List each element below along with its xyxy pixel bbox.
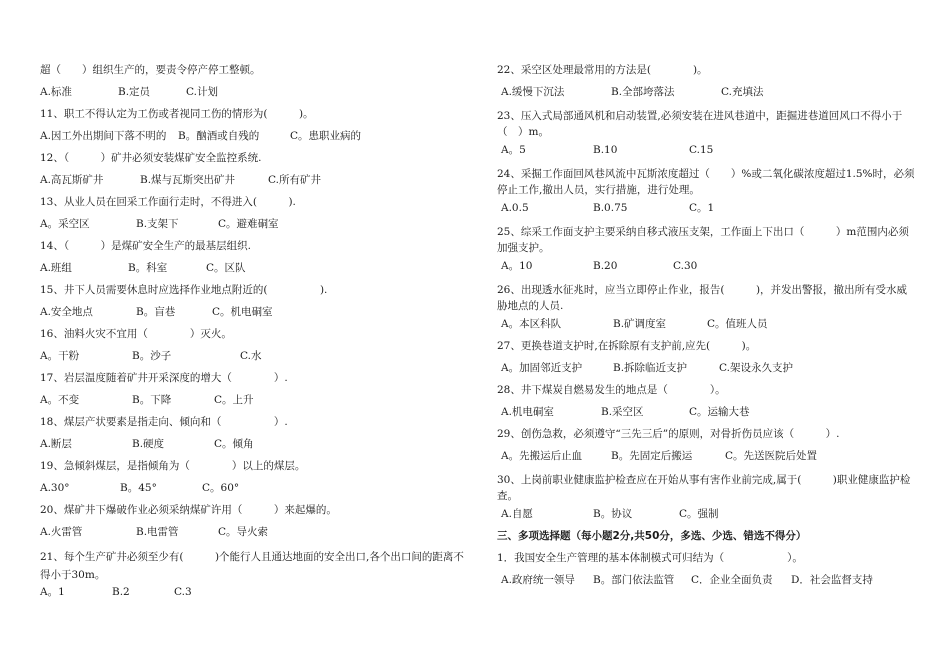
question-25-text: 25、综采工作面支护主要采纳自移式液压支架，工作面上下出口（ ）m范围内必须加强支护。 bbox=[497, 226, 909, 254]
q26-option-a: A。本区科队 bbox=[501, 318, 562, 330]
q20-option-b: B.电雷管 bbox=[136, 526, 179, 538]
q14-option-a: A.班组 bbox=[40, 262, 72, 274]
q23-option-a: A。5 bbox=[501, 144, 526, 156]
question-16-text: 16、油料火灾不宜用（ ）灭火。 bbox=[40, 328, 232, 340]
q15-option-c: C。机电硐室 bbox=[212, 306, 273, 318]
q30-option-a: A.自愿 bbox=[501, 508, 533, 520]
question-11-text: 11、职工不得认定为工伤或者视同工伤的情形为( )。 bbox=[40, 108, 314, 120]
section-3-heading: 三、多项选择题（每小题2分,共50分，多选、少选、错选不得分） bbox=[497, 530, 807, 542]
question-10-continued-text: 超（ ）组织生产的，要责令停产停工整顿。 bbox=[40, 64, 261, 76]
q14-option-b: B。科室 bbox=[128, 262, 168, 274]
q17-option-b: B。下降 bbox=[132, 394, 172, 406]
q19-option-c: C。60° bbox=[202, 482, 240, 494]
q21-option-a: A。1 bbox=[40, 586, 65, 598]
q29-option-b: B。先固定后搬运 bbox=[611, 450, 693, 462]
question-21-text: 21、每个生产矿井必须至少有( )个能行人且通达地面的安全出口,各个出口间的距离不得小于30m。 bbox=[40, 551, 464, 581]
q11-option-a: A.因工外出期间下落不明的 bbox=[40, 130, 167, 142]
q27-option-c: C.架设永久支护 bbox=[719, 362, 793, 374]
q10-option-b: B.定员 bbox=[118, 86, 151, 98]
q26-option-c: C。值班人员 bbox=[707, 318, 768, 330]
q15-option-b: B。盲巷 bbox=[136, 306, 176, 318]
q23-option-c: C.15 bbox=[689, 144, 714, 156]
q28-option-a: A.机电硐室 bbox=[501, 406, 554, 418]
q21-option-b: B.2 bbox=[112, 586, 130, 598]
question-30-text: 30、上岗前职业健康监护检查应在开始从事有害作业前完成,属于( )职业健康监护检查。 bbox=[497, 474, 911, 502]
q27-option-b: B.拆除临近支护 bbox=[613, 362, 688, 374]
q10-option-c: C.计划 bbox=[186, 86, 218, 98]
mq1-option-d: D．社会监督支持 bbox=[791, 574, 873, 586]
q29-option-c: C。先送医院后处置 bbox=[725, 450, 818, 462]
q13-option-c: C。避难硐室 bbox=[218, 218, 279, 230]
question-18-text: 18、煤层产状要素是指走向、倾向和（ ）. bbox=[40, 416, 288, 428]
multi-question-1-text: 1．我国安全生产管理的基本体制模式可归结为（ ）。 bbox=[497, 552, 803, 564]
q16-option-b: B。沙子 bbox=[132, 350, 172, 362]
q13-option-b: B.支架下 bbox=[136, 218, 179, 230]
q10-option-a: A.标准 bbox=[40, 86, 72, 98]
q17-option-c: C。上升 bbox=[214, 394, 254, 406]
q18-option-c: C。倾角 bbox=[214, 438, 254, 450]
question-23-text: 23、压入式局部通风机和启动装置,必须安装在进风巷道中，距掘进巷道回风口不得小于（ ）m。 bbox=[497, 110, 903, 138]
question-24-text: 24、采掘工作面回风巷风流中瓦斯浓度超过（ ）%或二氧化碳浓度超过1.5%时，必须停止工作,撤出人员，实行措施，进行处理。 bbox=[497, 168, 915, 196]
q28-option-b: B.采空区 bbox=[601, 406, 644, 418]
q12-option-b: B.煤与瓦斯突出矿井 bbox=[140, 174, 236, 186]
q24-option-b: B.0.75 bbox=[593, 202, 628, 214]
q11-option-b: B。酗酒或自残的 bbox=[178, 130, 260, 142]
q26-option-b: B.矿调度室 bbox=[613, 318, 667, 330]
q21-option-c: C.3 bbox=[174, 586, 192, 598]
q14-option-c: C。区队 bbox=[206, 262, 246, 274]
q25-option-b: B.20 bbox=[593, 260, 618, 272]
q27-option-a: A。加固邻近支护 bbox=[501, 362, 583, 374]
mq1-option-c: C．企业全面负责 bbox=[691, 574, 773, 586]
q28-option-c: C。运输大巷 bbox=[689, 406, 750, 418]
question-17-text: 17、岩层温度随着矿井开采深度的增大（ ）. bbox=[40, 372, 288, 384]
question-12-text: 12、（ ）矿井必须安装煤矿安全监控系统. bbox=[40, 152, 262, 164]
q15-option-a: A.安全地点 bbox=[40, 306, 93, 318]
q12-option-a: A.高瓦斯矿井 bbox=[40, 174, 104, 186]
q29-option-a: A。先搬运后止血 bbox=[501, 450, 583, 462]
q20-option-a: A.火雷管 bbox=[40, 526, 83, 538]
q18-option-b: B.硬度 bbox=[132, 438, 165, 450]
question-19-text: 19、急倾斜煤层，是指倾角为（ ）以上的煤层。 bbox=[40, 460, 306, 472]
q19-option-b: B。45° bbox=[120, 482, 157, 494]
q23-option-b: B.10 bbox=[593, 144, 618, 156]
question-29-text: 29、创伤急救，必须遵守“三先三后”的原则，对骨折伤员应该（ ）. bbox=[497, 428, 840, 440]
q18-option-a: A.断层 bbox=[40, 438, 72, 450]
q24-option-a: A.0.5 bbox=[501, 202, 529, 214]
q19-option-a: A.30° bbox=[40, 482, 70, 494]
q16-option-a: A。干粉 bbox=[40, 350, 80, 362]
q22-option-a: A.缓慢下沉法 bbox=[501, 86, 565, 98]
q11-option-c: C。患职业病的 bbox=[290, 130, 362, 142]
q30-option-b: B。协议 bbox=[593, 508, 633, 520]
mq1-option-b: B。部门依法监管 bbox=[593, 574, 675, 586]
q12-option-c: C.所有矿井 bbox=[268, 174, 321, 186]
q22-option-b: B.全部垮落法 bbox=[611, 86, 675, 98]
q22-option-c: C.充填法 bbox=[721, 86, 764, 98]
question-26-text: 26、出现透水征兆时，应当立即停止作业，报告( )，并发出警报，撤出所有受水威胁地点的人员. bbox=[497, 284, 908, 312]
question-13-text: 13、从业人员在回采工作面行走时，不得进入( ). bbox=[40, 196, 296, 208]
q25-option-a: A。10 bbox=[501, 260, 533, 272]
q16-option-c: C.水 bbox=[240, 350, 262, 362]
mq1-option-a: A.政府统一领导 bbox=[501, 574, 575, 586]
question-20-text: 20、煤矿井下爆破作业必须采纳煤矿许用（ ）来起爆的。 bbox=[40, 504, 337, 516]
question-14-text: 14、（ ）是煤矿安全生产的最基层组织. bbox=[40, 240, 251, 252]
question-28-text: 28、井下煤炭自燃易发生的地点是（ ）。 bbox=[497, 384, 726, 396]
q24-option-c: C。1 bbox=[689, 202, 715, 214]
q20-option-c: C。导火索 bbox=[218, 526, 269, 538]
q17-option-a: A。不变 bbox=[40, 394, 80, 406]
question-22-text: 22、采空区处理最常用的方法是( )。 bbox=[497, 64, 708, 76]
q25-option-c: C.30 bbox=[673, 260, 698, 272]
q13-option-a: A。采空区 bbox=[40, 218, 90, 230]
question-15-text: 15、井下人员需要休息时应选择作业地点附近的( ). bbox=[40, 284, 328, 296]
q30-option-c: C。强制 bbox=[679, 508, 719, 520]
question-27-text: 27、更换巷道支护时,在拆除原有支护前,应先( )。 bbox=[497, 340, 757, 352]
